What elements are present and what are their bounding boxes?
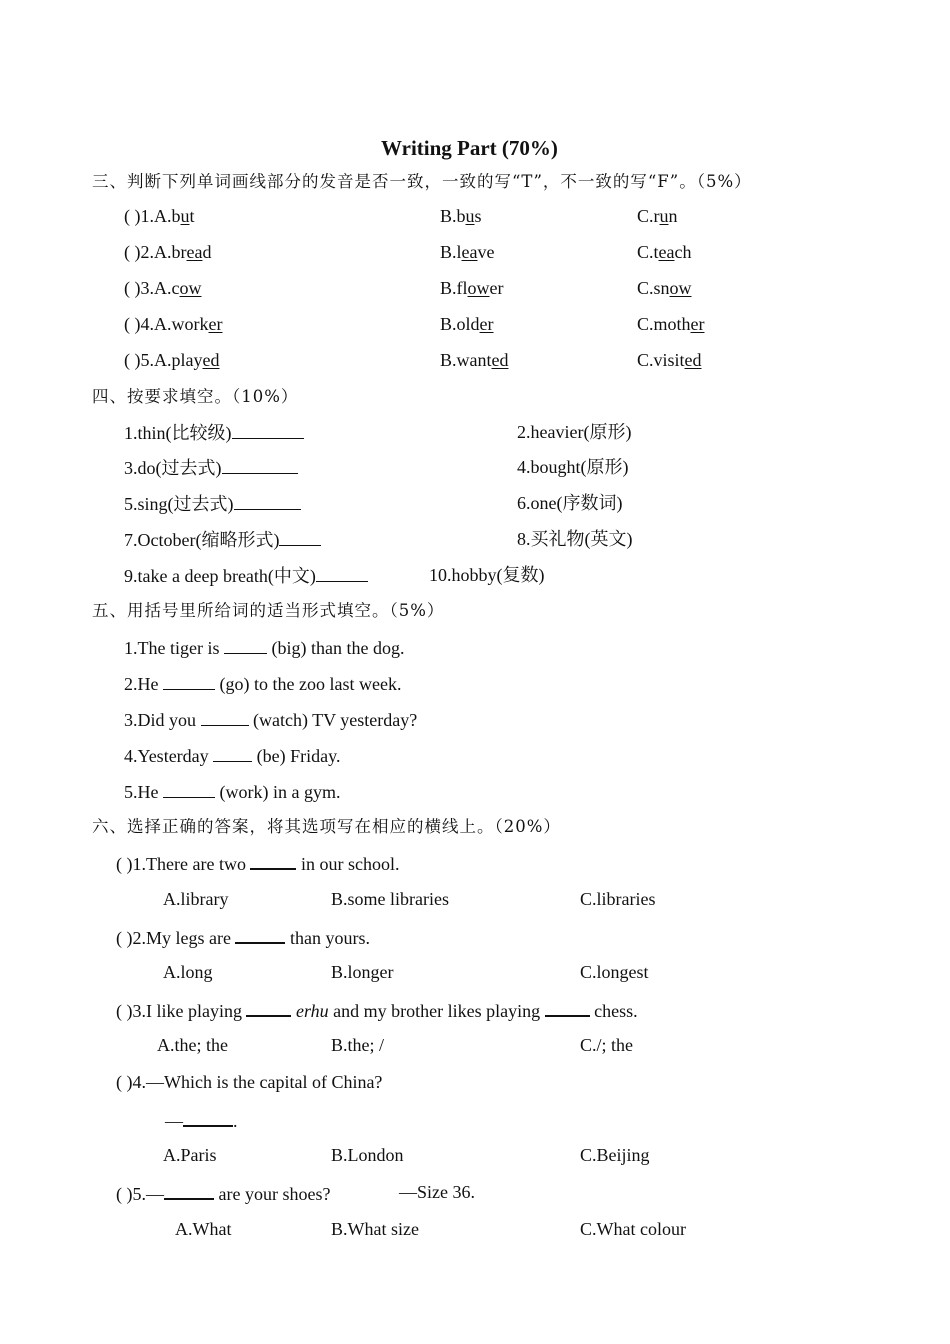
answer-blank[interactable] — [164, 1181, 214, 1200]
answer-blank[interactable] — [279, 528, 321, 546]
s4-item-10: 10.hobby(复数) — [429, 565, 545, 585]
section-6-heading: 六、选择正确的答案，将其选项写在相应的横线上。（20%） — [92, 817, 561, 836]
s6-q3-option-a: A.the; the — [157, 1035, 228, 1055]
s4-item-9: 9.take a deep breath(中文) — [124, 564, 368, 587]
s3-item-3-b: B.flower — [440, 278, 504, 298]
answer-blank[interactable] — [163, 780, 215, 798]
s6-q1: ( )1.There are two in our school. — [116, 851, 399, 875]
answer-blank[interactable] — [246, 998, 291, 1017]
s6-q3-option-b: B.the; / — [331, 1035, 384, 1055]
s3-item-5-c: C.visited — [637, 350, 702, 370]
s6-q4-option-b: B.London — [331, 1145, 404, 1165]
s3-item-3-a: ( )3.A.cow — [124, 278, 202, 298]
answer-blank[interactable] — [163, 672, 215, 690]
s3-item-5-b: B.wanted — [440, 350, 509, 370]
s6-q2-option-c: C.longest — [580, 962, 649, 982]
s3-item-1-c: C.run — [637, 206, 678, 226]
answer-blank[interactable] — [316, 564, 368, 582]
s6-q3: ( )3.I like playing erhu and my brother likes playing chess. — [116, 998, 638, 1022]
s4-item-1: 1.thin(比较级) — [124, 421, 304, 444]
answer-blank[interactable] — [183, 1108, 233, 1127]
answer-blank[interactable] — [232, 421, 304, 439]
s6-q1-option-b: B.some libraries — [331, 889, 449, 909]
answer-blank[interactable] — [235, 925, 285, 944]
s6-q5-option-b: B.What size — [331, 1219, 419, 1239]
s3-item-4-b: B.older — [440, 314, 494, 334]
s3-item-2-b: B.leave — [440, 242, 495, 262]
answer-blank[interactable] — [201, 708, 249, 726]
section-3-heading: 三、判断下列单词画线部分的发音是否一致，一致的写“T”，不一致的写“F”。（5%） — [92, 172, 752, 191]
s3-item-2-c: C.teach — [637, 242, 692, 262]
s3-item-1-a: ( )1.A.but — [124, 206, 195, 226]
answer-blank[interactable] — [224, 636, 267, 654]
s6-q5-option-c: C.What colour — [580, 1219, 686, 1239]
s6-q4: ( )4.—Which is the capital of China? — [116, 1072, 383, 1092]
s3-item-1-b: B.bus — [440, 206, 482, 226]
s6-q2-option-b: B.longer — [331, 962, 394, 982]
s6-q4-option-c: C.Beijing — [580, 1145, 650, 1165]
answer-blank[interactable] — [222, 456, 298, 474]
s6-q3-option-c: C./; the — [580, 1035, 633, 1055]
s3-item-4-c: C.mother — [637, 314, 705, 334]
s3-item-5-a: ( )5.A.played — [124, 350, 220, 370]
answer-blank[interactable] — [213, 744, 252, 762]
s6-q5-option-a: A.What — [175, 1219, 232, 1239]
s6-q1-option-a: A.library — [163, 889, 229, 909]
s3-item-2-a: ( )2.A.bread — [124, 242, 212, 262]
s6-q2: ( )2.My legs are than yours. — [116, 925, 370, 949]
s5-item-5: 5.He (work) in a gym. — [124, 782, 341, 802]
s6-q1-option-c: C.libraries — [580, 889, 656, 909]
s6-q5: ( )5.— are your shoes? — [116, 1181, 330, 1205]
s5-item-2: 2.He (go) to the zoo last week. — [124, 674, 402, 694]
answer-blank[interactable] — [545, 998, 590, 1017]
s4-item-6: 6.one(序数词) — [517, 493, 623, 513]
s4-item-5: 5.sing(过去式) — [124, 492, 301, 515]
s6-q2-option-a: A.long — [163, 962, 213, 982]
s5-item-1: 1.The tiger is (big) than the dog. — [124, 638, 405, 658]
page-title: Writing Part (70%) — [381, 136, 558, 160]
s5-item-3: 3.Did you (watch) TV yesterday? — [124, 710, 418, 730]
s6-q4-answer-line: — . — [165, 1108, 238, 1132]
answer-blank[interactable] — [250, 851, 296, 870]
section-4-heading: 四、按要求填空。（10%） — [92, 387, 299, 406]
s4-item-7: 7.October(缩略形式) — [124, 528, 321, 551]
s6-q4-option-a: A.Paris — [163, 1145, 217, 1165]
section-5-heading: 五、用括号里所给词的适当形式填空。（5%） — [92, 601, 445, 620]
s3-item-3-c: C.snow — [637, 278, 692, 298]
s4-item-3: 3.do(过去式) — [124, 456, 298, 479]
s5-item-4: 4.Yesterday (be) Friday. — [124, 746, 341, 766]
s4-item-4: 4.bought(原形) — [517, 457, 629, 477]
s4-item-2: 2.heavier(原形) — [517, 422, 632, 442]
s6-q5-reply: —Size 36. — [399, 1182, 475, 1202]
s4-item-8: 8.买礼物(英文) — [517, 529, 633, 549]
s3-item-4-a: ( )4.A.worker — [124, 314, 223, 334]
answer-blank[interactable] — [234, 492, 301, 510]
